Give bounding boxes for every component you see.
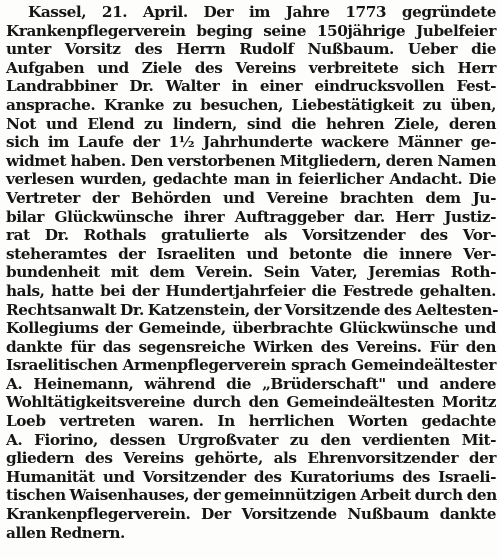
- article-line: hals, hatte bei der Hundertjahrfeier die Festrede gehalten.: [6, 281, 496, 300]
- article-line: widmet haben. Den verstorbenen Mitgliedern, deren Namen: [6, 151, 496, 170]
- article-line: bilar Glückwünsche ihrer Auftraggeber dar. Herr Justiz-: [6, 207, 496, 226]
- article-line: Not und Elend zu lindern, sind die hehren Ziele, deren: [6, 114, 496, 133]
- article-line: Krankenpflegerverein. Der Vorsitzende Nußbaum dankte: [6, 505, 496, 524]
- article-line: steheramtes der Israeliten und betonte die innere Ver-: [6, 244, 496, 263]
- article-line: ansprache. Kranke zu besuchen, Liebestätigkeit zu üben,: [6, 95, 496, 114]
- article-line: verlesen wurden, gedachte man in feierlicher Andacht. Die: [6, 170, 496, 189]
- article-body: [6, 3, 499, 542]
- article-line: Humanität und Vorsitzender des Kuratoriums des Israeli-: [6, 467, 496, 486]
- article-line: tischen Waisenhauses, der gemeinnützigen Arbeit durch den: [6, 486, 497, 505]
- article-line: Vertreter der Behörden und Vereine brachten dem Ju-: [6, 188, 496, 207]
- article-line: dankte für das segensreiche Wirken des Vereins. Für den: [6, 337, 496, 356]
- article-line: bundenheit mit dem Verein. Sein Vater, Jeremias Roth-: [6, 263, 496, 282]
- article-line: gliedern des Vereins gehörte, als Ehrenvorsitzender der: [6, 449, 496, 468]
- article-line: Aufgaben und Ziele des Vereins verbreitete sich Herr: [6, 58, 496, 77]
- article-line: Krankenpflegerverein beging seine 150jährige Jubelfeier: [6, 21, 496, 40]
- article-line: sich im Laufe der 1½ Jahrhunderte wackere Männer ge-: [6, 133, 496, 152]
- article-line: unter Vorsitz des Herrn Rudolf Nußbaum. Ueber die: [6, 40, 496, 59]
- article-line: A. Heinemann, während die „Brüderschaft" und andere: [6, 374, 496, 393]
- article-line: Rechtsanwalt Dr. Katzenstein, der Vorsitzende des Aeltesten-: [6, 300, 499, 319]
- article-line: Wohltätigkeitsvereine durch den Gemeindeältesten Moritz: [6, 393, 496, 412]
- article-line: Kollegiums der Gemeinde, überbrachte Glückwünsche und: [6, 319, 496, 338]
- article-line: Israelitischen Armenpflegerverein sprach Gemeindeältester: [6, 356, 496, 375]
- article-line: Landrabbiner Dr. Walter in einer eindrucksvollen Fest-: [6, 77, 496, 96]
- article-line: rat Dr. Rothals gratulierte als Vorsitzender des Vor-: [6, 226, 496, 245]
- article-line: A. Fiorino, dessen Urgroßvater zu den verdienten Mit-: [6, 430, 496, 449]
- article-line: Kassel, 21. April. Der im Jahre 1773 gegründete: [28, 3, 496, 21]
- article-line: allen Rednern.: [6, 523, 125, 542]
- article-line: Loeb vertreten waren. In herrlichen Worten gedachte: [6, 412, 496, 431]
